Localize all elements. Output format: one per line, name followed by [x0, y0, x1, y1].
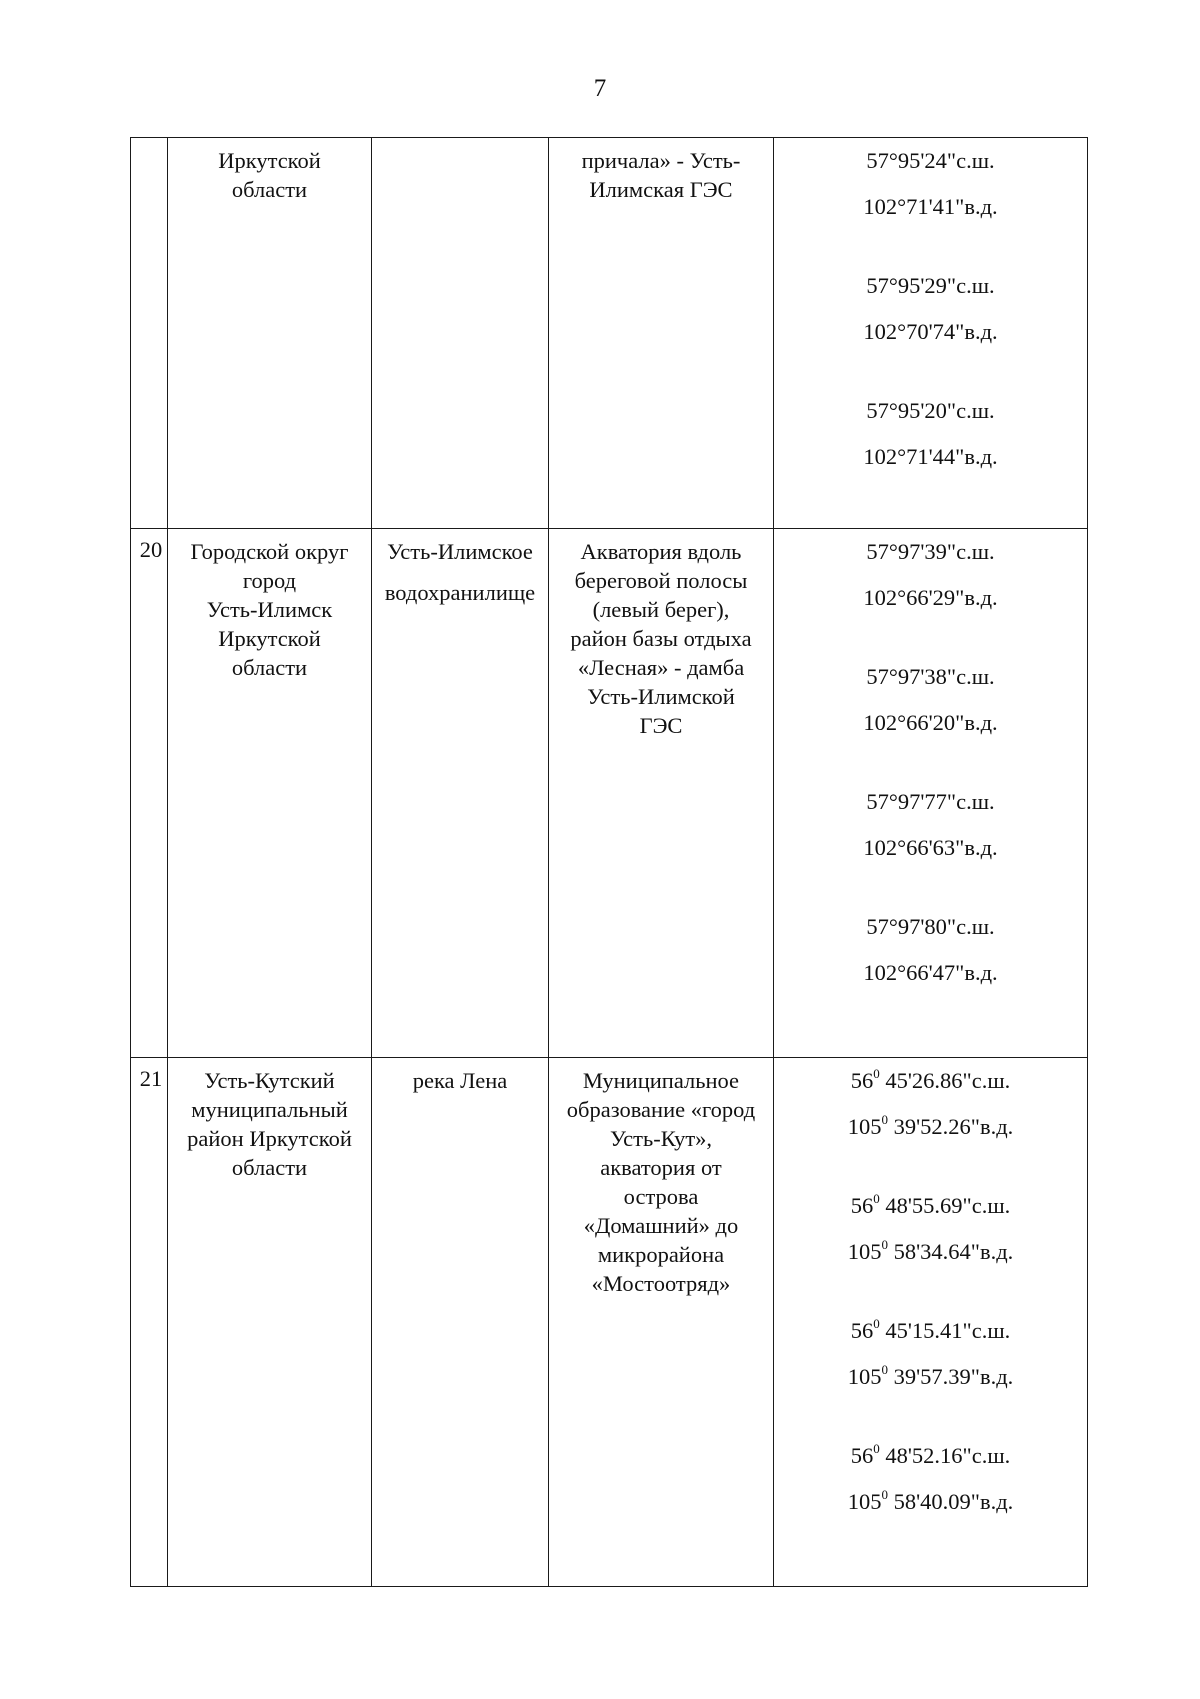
latitude: 57°97'38"с.ш.: [866, 664, 995, 689]
degree-mark: 0: [873, 1316, 880, 1331]
area-line: акватория от: [600, 1155, 722, 1180]
latitude-degrees: 56: [850, 1443, 874, 1468]
coordinate-pair: [778, 271, 1083, 346]
longitude-minutes-seconds: 39'52.26"в.д.: [887, 1114, 1014, 1139]
coordinate-pair: [778, 146, 1083, 221]
longitude: 102°71'44"в.д.: [863, 444, 998, 469]
water-body-cell: [372, 1058, 549, 1587]
latitude-minutes-seconds: 45'26.86"с.ш.: [879, 1068, 1011, 1093]
water-areas-table: [130, 137, 1088, 1587]
longitude-degrees: 105: [847, 1489, 882, 1514]
district-line: области: [231, 655, 308, 680]
degree-mark: 0: [873, 1441, 880, 1456]
district-line: город: [242, 568, 297, 593]
area-line: «Мостоотряд»: [591, 1271, 731, 1296]
longitude: [778, 1362, 1083, 1391]
degree-mark: 0: [873, 1066, 880, 1081]
coordinates-cell: [774, 1058, 1088, 1587]
area-line: микрорайона: [597, 1242, 725, 1267]
water-body-line: водохранилище: [384, 580, 536, 605]
area-line: «Домашний» до: [583, 1213, 739, 1238]
table-row: [131, 529, 1088, 1058]
area-line: образование «город: [566, 1097, 756, 1122]
district-line: Усть-Илимск: [206, 597, 333, 622]
water-area-cell: [549, 138, 774, 529]
latitude-minutes-seconds: 48'55.69"с.ш.: [879, 1193, 1011, 1218]
district-line: район Иркутской: [187, 1126, 352, 1151]
longitude: [778, 1237, 1083, 1266]
degree-mark: 0: [873, 1191, 880, 1206]
longitude: [778, 1112, 1083, 1141]
table-row: [131, 1058, 1088, 1587]
district-cell: [168, 138, 372, 529]
area-line: береговой полосы: [574, 568, 748, 593]
row-number-cell: 21: [131, 1058, 168, 1587]
area-line: Муниципальное: [582, 1068, 740, 1093]
water-body-cell: [372, 529, 549, 1058]
table-row: [131, 138, 1088, 529]
area-line: острова: [623, 1184, 699, 1209]
water-body-line: Усть-Илимское: [387, 539, 533, 564]
row-number-cell: 20: [131, 529, 168, 1058]
district-line: области: [231, 1155, 308, 1180]
coordinate-pair: [778, 1066, 1083, 1141]
district-line: области: [231, 177, 308, 202]
longitude-degrees: 105: [847, 1114, 882, 1139]
degree-mark: 0: [881, 1362, 888, 1377]
area-line: Илимская ГЭС: [589, 177, 733, 202]
district-cell: [168, 1058, 372, 1587]
longitude: 102°66'29"в.д.: [863, 585, 998, 610]
longitude-degrees: 105: [847, 1239, 882, 1264]
coordinates-cell: [774, 138, 1088, 529]
area-line: «Лесная» - дамба: [577, 655, 745, 680]
latitude-degrees: 56: [850, 1193, 874, 1218]
page-number: 7: [593, 75, 607, 102]
latitude: [778, 1191, 1083, 1220]
longitude-minutes-seconds: 58'40.09"в.д.: [887, 1489, 1014, 1514]
latitude: 57°95'24"с.ш.: [866, 148, 995, 173]
latitude-minutes-seconds: 48'52.16"с.ш.: [879, 1443, 1011, 1468]
area-line: причала» - Усть-: [581, 148, 741, 173]
coordinate-pair: [778, 396, 1083, 471]
district-line: Иркутской: [218, 626, 321, 651]
degree-mark: 0: [881, 1487, 888, 1502]
area-line: Усть-Илимской: [587, 684, 735, 709]
longitude: 102°70'74"в.д.: [863, 319, 998, 344]
area-line: Акватория вдоль: [580, 539, 742, 564]
latitude: 57°97'80"с.ш.: [866, 914, 995, 939]
latitude: 57°95'29"с.ш.: [866, 273, 995, 298]
latitude: [778, 1066, 1083, 1095]
district-cell: [168, 529, 372, 1058]
coordinate-pair: [778, 1191, 1083, 1266]
area-line: район базы отдыха: [570, 626, 752, 651]
latitude-minutes-seconds: 45'15.41"с.ш.: [879, 1318, 1011, 1343]
water-area-cell: [549, 1058, 774, 1587]
latitude: [778, 1441, 1083, 1470]
longitude: 102°66'63"в.д.: [863, 835, 998, 860]
district-line: Иркутской: [218, 148, 321, 173]
coordinate-pair: [778, 912, 1083, 987]
water-area-cell: [549, 529, 774, 1058]
longitude-minutes-seconds: 58'34.64"в.д.: [887, 1239, 1014, 1264]
latitude: 57°97'39"с.ш.: [866, 539, 995, 564]
latitude: 57°95'20"с.ш.: [866, 398, 995, 423]
coordinates-cell: [774, 529, 1088, 1058]
area-line: ГЭС: [639, 713, 683, 738]
longitude: 102°66'47"в.д.: [863, 960, 998, 985]
area-line: (левый берег),: [592, 597, 730, 622]
district-line: муниципальный: [191, 1097, 348, 1122]
latitude-degrees: 56: [850, 1318, 874, 1343]
latitude: 57°97'77"с.ш.: [866, 789, 995, 814]
longitude-minutes-seconds: 39'57.39"в.д.: [887, 1364, 1014, 1389]
longitude-degrees: 105: [847, 1364, 882, 1389]
longitude: [778, 1487, 1083, 1516]
degree-mark: 0: [881, 1237, 888, 1252]
longitude: 102°71'41"в.д.: [863, 194, 998, 219]
coordinate-pair: [778, 1441, 1083, 1516]
coordinate-pair: [778, 662, 1083, 737]
coordinate-pair: [778, 537, 1083, 612]
coordinate-pair: [778, 1316, 1083, 1391]
longitude: 102°66'20"в.д.: [863, 710, 998, 735]
water-body-cell: [372, 138, 549, 529]
latitude: [778, 1316, 1083, 1345]
district-line: Усть-Кутский: [204, 1068, 335, 1093]
district-line: Городской округ: [190, 539, 349, 564]
degree-mark: 0: [881, 1112, 888, 1127]
row-number-cell: [131, 138, 168, 529]
latitude-degrees: 56: [850, 1068, 874, 1093]
coordinate-pair: [778, 787, 1083, 862]
water-body-line: река Лена: [412, 1068, 508, 1093]
area-line: Усть-Кут»,: [609, 1126, 713, 1151]
